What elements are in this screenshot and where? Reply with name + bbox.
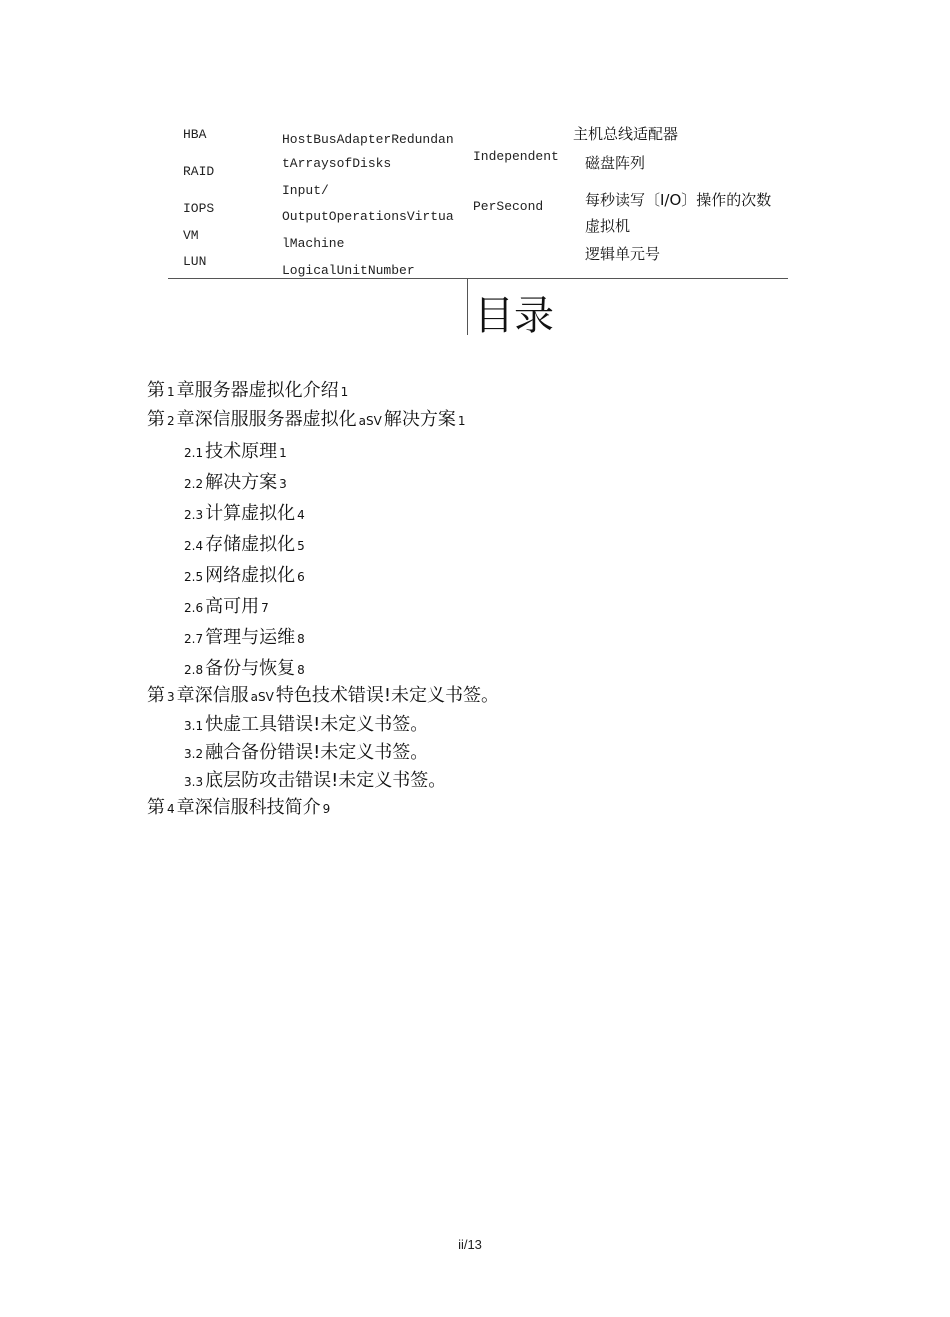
toc-text: 解决方案 bbox=[383, 409, 456, 430]
toc-number: 3.2 bbox=[184, 747, 204, 761]
toc-text: 底层防攻击错误!未定义书签。 bbox=[205, 770, 447, 791]
toc-number: 3.1 bbox=[184, 719, 204, 733]
toc-text: 计算虚拟化 bbox=[205, 503, 296, 524]
toc-section-2-2[interactable] bbox=[182, 471, 289, 495]
toc-number: 2.4 bbox=[184, 539, 204, 553]
toc-section-3-3[interactable] bbox=[182, 769, 446, 793]
abbr-raid: RAID bbox=[183, 164, 215, 179]
toc-section-2-1[interactable] bbox=[182, 440, 289, 464]
meaning-iops: 每秒读写〔I/O〕操作的次数 bbox=[585, 191, 772, 209]
toc-text-small: aSV bbox=[250, 690, 274, 704]
meaning-hba: 主机总线适配器 bbox=[573, 125, 679, 143]
toc-section-2-3[interactable] bbox=[182, 502, 307, 526]
toc-number: 3.3 bbox=[184, 775, 204, 789]
toc-page-number: 1 bbox=[279, 446, 287, 460]
fullname-line-3: Input/ bbox=[282, 183, 329, 198]
toc-text: 网络虚拟化 bbox=[205, 565, 296, 586]
toc-number: 2.6 bbox=[184, 601, 204, 615]
extra-independent: Independent bbox=[473, 149, 559, 164]
toc-number: 4 bbox=[167, 802, 175, 816]
abbr-hba: HBA bbox=[183, 127, 207, 142]
toc-text: 高可用 bbox=[205, 596, 260, 617]
toc-page-number: 7 bbox=[261, 601, 269, 615]
fullname-line-5: lMachine bbox=[282, 236, 345, 251]
toc-page-number: 3 bbox=[279, 477, 287, 491]
abbr-vm: VM bbox=[183, 228, 199, 243]
toc-section-3-2[interactable] bbox=[182, 741, 428, 765]
toc-text: 快虚工具错误!未定义书签。 bbox=[205, 714, 429, 735]
abbr-iops: IOPS bbox=[183, 201, 215, 216]
toc-text: 第 bbox=[147, 409, 165, 430]
toc-text: 备份与恢复 bbox=[205, 658, 296, 679]
toc-number: 2.7 bbox=[184, 632, 204, 646]
toc-chapter-1[interactable] bbox=[147, 379, 350, 403]
toc-section-2-6[interactable] bbox=[182, 595, 271, 619]
toc-text: 章深信服科技简介 bbox=[176, 797, 321, 818]
toc-number: 3 bbox=[167, 690, 175, 704]
toc-number: 2 bbox=[167, 414, 175, 428]
toc-number: 2.8 bbox=[184, 663, 204, 677]
toc-text: 解决方案 bbox=[205, 472, 278, 493]
page-footer-number: ii/13 bbox=[458, 1237, 482, 1252]
toc-page-number: 5 bbox=[297, 539, 305, 553]
toc-section-2-8[interactable] bbox=[182, 657, 307, 681]
toc-text: 融合备份错误!未定义书签。 bbox=[205, 742, 429, 763]
toc-title: 目录 bbox=[474, 293, 554, 339]
toc-number: 2.2 bbox=[184, 477, 204, 491]
toc-page-number: 8 bbox=[297, 632, 305, 646]
toc-page-number: 6 bbox=[297, 570, 305, 584]
toc-text: 存储虚拟化 bbox=[205, 534, 296, 555]
toc-text: 章服务器虚拟化介绍 bbox=[176, 380, 339, 401]
toc-text: 第 bbox=[147, 797, 165, 818]
toc-number: 2.5 bbox=[184, 570, 204, 584]
fullname-line-1: HostBusAdapterRedundan bbox=[282, 132, 454, 147]
fullname-line-4: OutputOperationsVirtua bbox=[282, 209, 454, 224]
toc-section-2-4[interactable] bbox=[182, 533, 307, 557]
table-bottom-rule bbox=[168, 278, 788, 279]
toc-number: 1 bbox=[167, 385, 175, 399]
toc-text: 技术原理 bbox=[205, 441, 278, 462]
toc-section-3-1[interactable] bbox=[182, 713, 428, 737]
toc-page-number: 1 bbox=[457, 414, 466, 428]
toc-page-number: 1 bbox=[340, 385, 349, 399]
toc-page-number: 4 bbox=[297, 508, 305, 522]
toc-text-small: aSV bbox=[358, 414, 382, 428]
toc-chapter-3[interactable] bbox=[147, 684, 499, 708]
toc-chapter-2[interactable] bbox=[147, 408, 467, 432]
meaning-vm: 虚拟机 bbox=[585, 217, 631, 235]
abbr-lun: LUN bbox=[183, 254, 207, 269]
toc-page-number: 9 bbox=[322, 802, 331, 816]
toc-text: 特色技术错误!未定义书签。 bbox=[275, 685, 500, 706]
toc-text: 章深信服 bbox=[176, 685, 249, 706]
fullname-line-6: LogicalUnitNumber bbox=[282, 263, 415, 278]
toc-text: 管理与运维 bbox=[205, 627, 296, 648]
toc-page-number: 8 bbox=[297, 663, 305, 677]
toc-text: 第 bbox=[147, 380, 165, 401]
toc-number: 2.3 bbox=[184, 508, 204, 522]
toc-number: 2.1 bbox=[184, 446, 204, 460]
meaning-raid: 磁盘阵列 bbox=[585, 154, 646, 172]
meaning-lun: 逻辑单元号 bbox=[585, 245, 661, 263]
fullname-line-2: tArraysofDisks bbox=[282, 156, 392, 171]
toc-chapter-4[interactable] bbox=[147, 796, 332, 820]
title-divider bbox=[467, 278, 468, 335]
toc-section-2-7[interactable] bbox=[182, 626, 307, 650]
toc-text: 章深信服服务器虚拟化 bbox=[176, 409, 357, 430]
toc-section-2-5[interactable] bbox=[182, 564, 307, 588]
toc-text: 第 bbox=[147, 685, 165, 706]
extra-persecond: PerSecond bbox=[473, 199, 544, 214]
